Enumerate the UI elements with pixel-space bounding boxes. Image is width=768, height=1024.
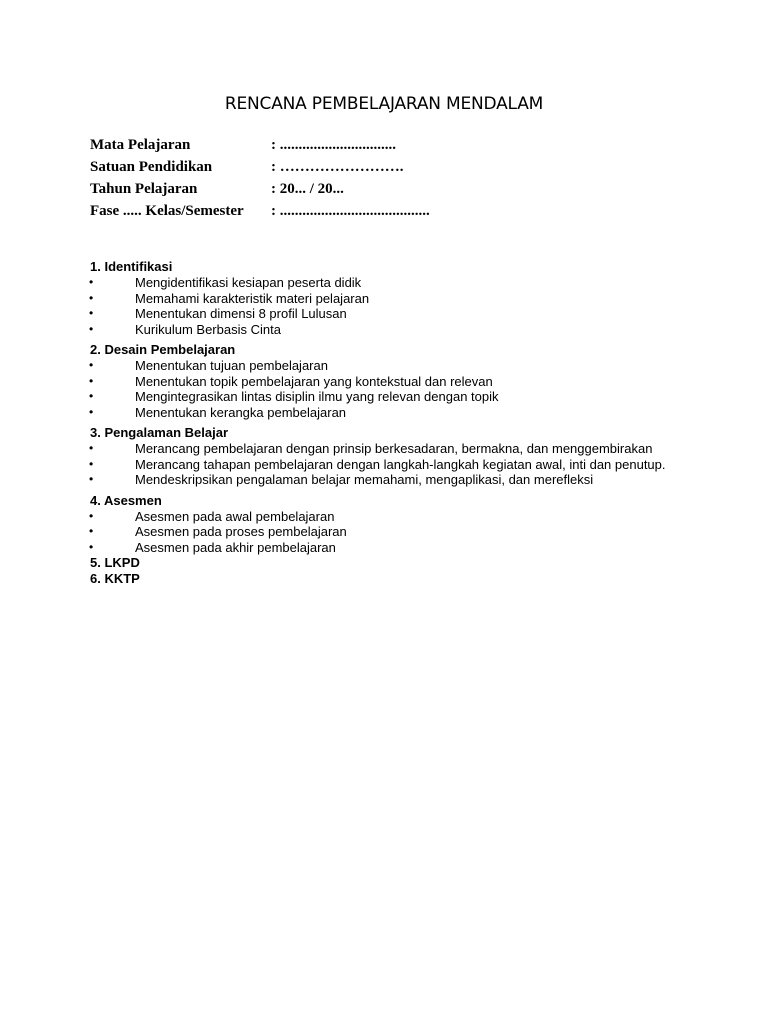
info-row-subject (90, 135, 430, 157)
bullet-icon: • (89, 358, 94, 372)
section-asesmen (90, 493, 730, 556)
bullet-list (90, 509, 730, 556)
info-label: Satuan Pendidikan (90, 159, 213, 175)
list-item-text: Asesmen pada proses pembelajaran (135, 524, 347, 539)
list-item (90, 275, 730, 291)
list-item-text: Kurikulum Berbasis Cinta (135, 321, 281, 337)
section-identifikasi (90, 259, 730, 337)
bullet-icon: • (89, 321, 94, 336)
info-value: : ……………………. (271, 159, 404, 175)
list-item (90, 306, 730, 322)
info-value: : ........................................ (271, 203, 430, 219)
section-heading: 2. Desain Pembelajaran (90, 342, 236, 357)
section-heading: 4. Asesmen (90, 492, 162, 508)
list-item (90, 540, 730, 556)
page-title: RENCANA PEMBELAJARAN MENDALAM (224, 94, 544, 114)
bullet-icon: • (89, 508, 94, 523)
list-item (90, 389, 730, 405)
bullet-icon: • (89, 404, 94, 419)
list-item-text: Merancang tahapan pembelajaran dengan langkah-langkah kegiatan awal, inti dan penutup. (135, 456, 666, 472)
list-item (90, 322, 730, 338)
bullet-list (90, 358, 730, 420)
document-body (90, 259, 730, 587)
list-item-text: Menentukan kerangka pembelajaran (135, 404, 347, 420)
list-item-text: Asesmen pada akhir pembelajaran (135, 539, 336, 555)
section-pengalaman-belajar (90, 425, 730, 488)
list-item (90, 509, 730, 525)
bullet-icon: • (89, 275, 94, 289)
section-heading: 3. Pengalaman Belajar (90, 425, 229, 440)
list-item-text: Mengintegrasikan lintas disiplin ilmu yang relevan dengan topik (135, 389, 499, 404)
bullet-icon: • (89, 441, 94, 455)
info-row-phase (90, 201, 430, 223)
document-info (90, 135, 430, 223)
section-desain-pembelajaran (90, 342, 730, 420)
section-heading-kktp: 6. KKTP (90, 571, 140, 586)
info-value: : ............................... (271, 137, 396, 153)
bullet-list (90, 275, 730, 337)
list-item (90, 457, 730, 473)
bullet-list (90, 441, 730, 488)
bullet-icon: • (89, 456, 94, 471)
list-item (90, 374, 730, 390)
bullet-icon: • (89, 373, 94, 388)
bullet-icon: • (89, 389, 94, 403)
info-value: : 20... / 20... (271, 181, 344, 197)
list-item (90, 472, 730, 488)
list-item (90, 524, 730, 540)
bullet-icon: • (89, 524, 94, 538)
list-item (90, 291, 730, 307)
list-item-text: Mengidentifikasi kesiapan peserta didik (135, 275, 362, 290)
info-row-school (90, 157, 430, 179)
info-label: Mata Pelajaran (90, 137, 191, 153)
list-item-text: Menentukan dimensi 8 profil Lulusan (135, 306, 347, 321)
bullet-icon: • (89, 472, 94, 486)
list-item (90, 441, 730, 457)
list-item-text: Asesmen pada awal pembelajaran (135, 508, 335, 524)
info-row-year (90, 179, 430, 201)
bullet-icon: • (89, 539, 94, 554)
list-item-text: Merancang pembelajaran dengan prinsip berkesadaran, bermakna, dan menggembirakan (135, 441, 653, 456)
bullet-icon: • (89, 306, 94, 320)
info-label: Fase ..... Kelas/Semester (90, 203, 244, 219)
list-item-text: Memahami karakteristik materi pelajaran (135, 290, 370, 306)
list-item-text: Menentukan topik pembelajaran yang kontekstual dan relevan (135, 373, 493, 389)
list-item (90, 405, 730, 421)
section-heading-lkpd: 5. LKPD (90, 555, 140, 570)
list-item (90, 358, 730, 374)
list-item-text: Mendeskripsikan pengalaman belajar memahami, mengaplikasi, dan merefleksi (135, 472, 594, 487)
list-item-text: Menentukan tujuan pembelajaran (135, 358, 328, 373)
bullet-icon: • (89, 290, 94, 305)
info-label: Tahun Pelajaran (90, 181, 198, 197)
section-heading: 1. Identifikasi (90, 259, 173, 274)
